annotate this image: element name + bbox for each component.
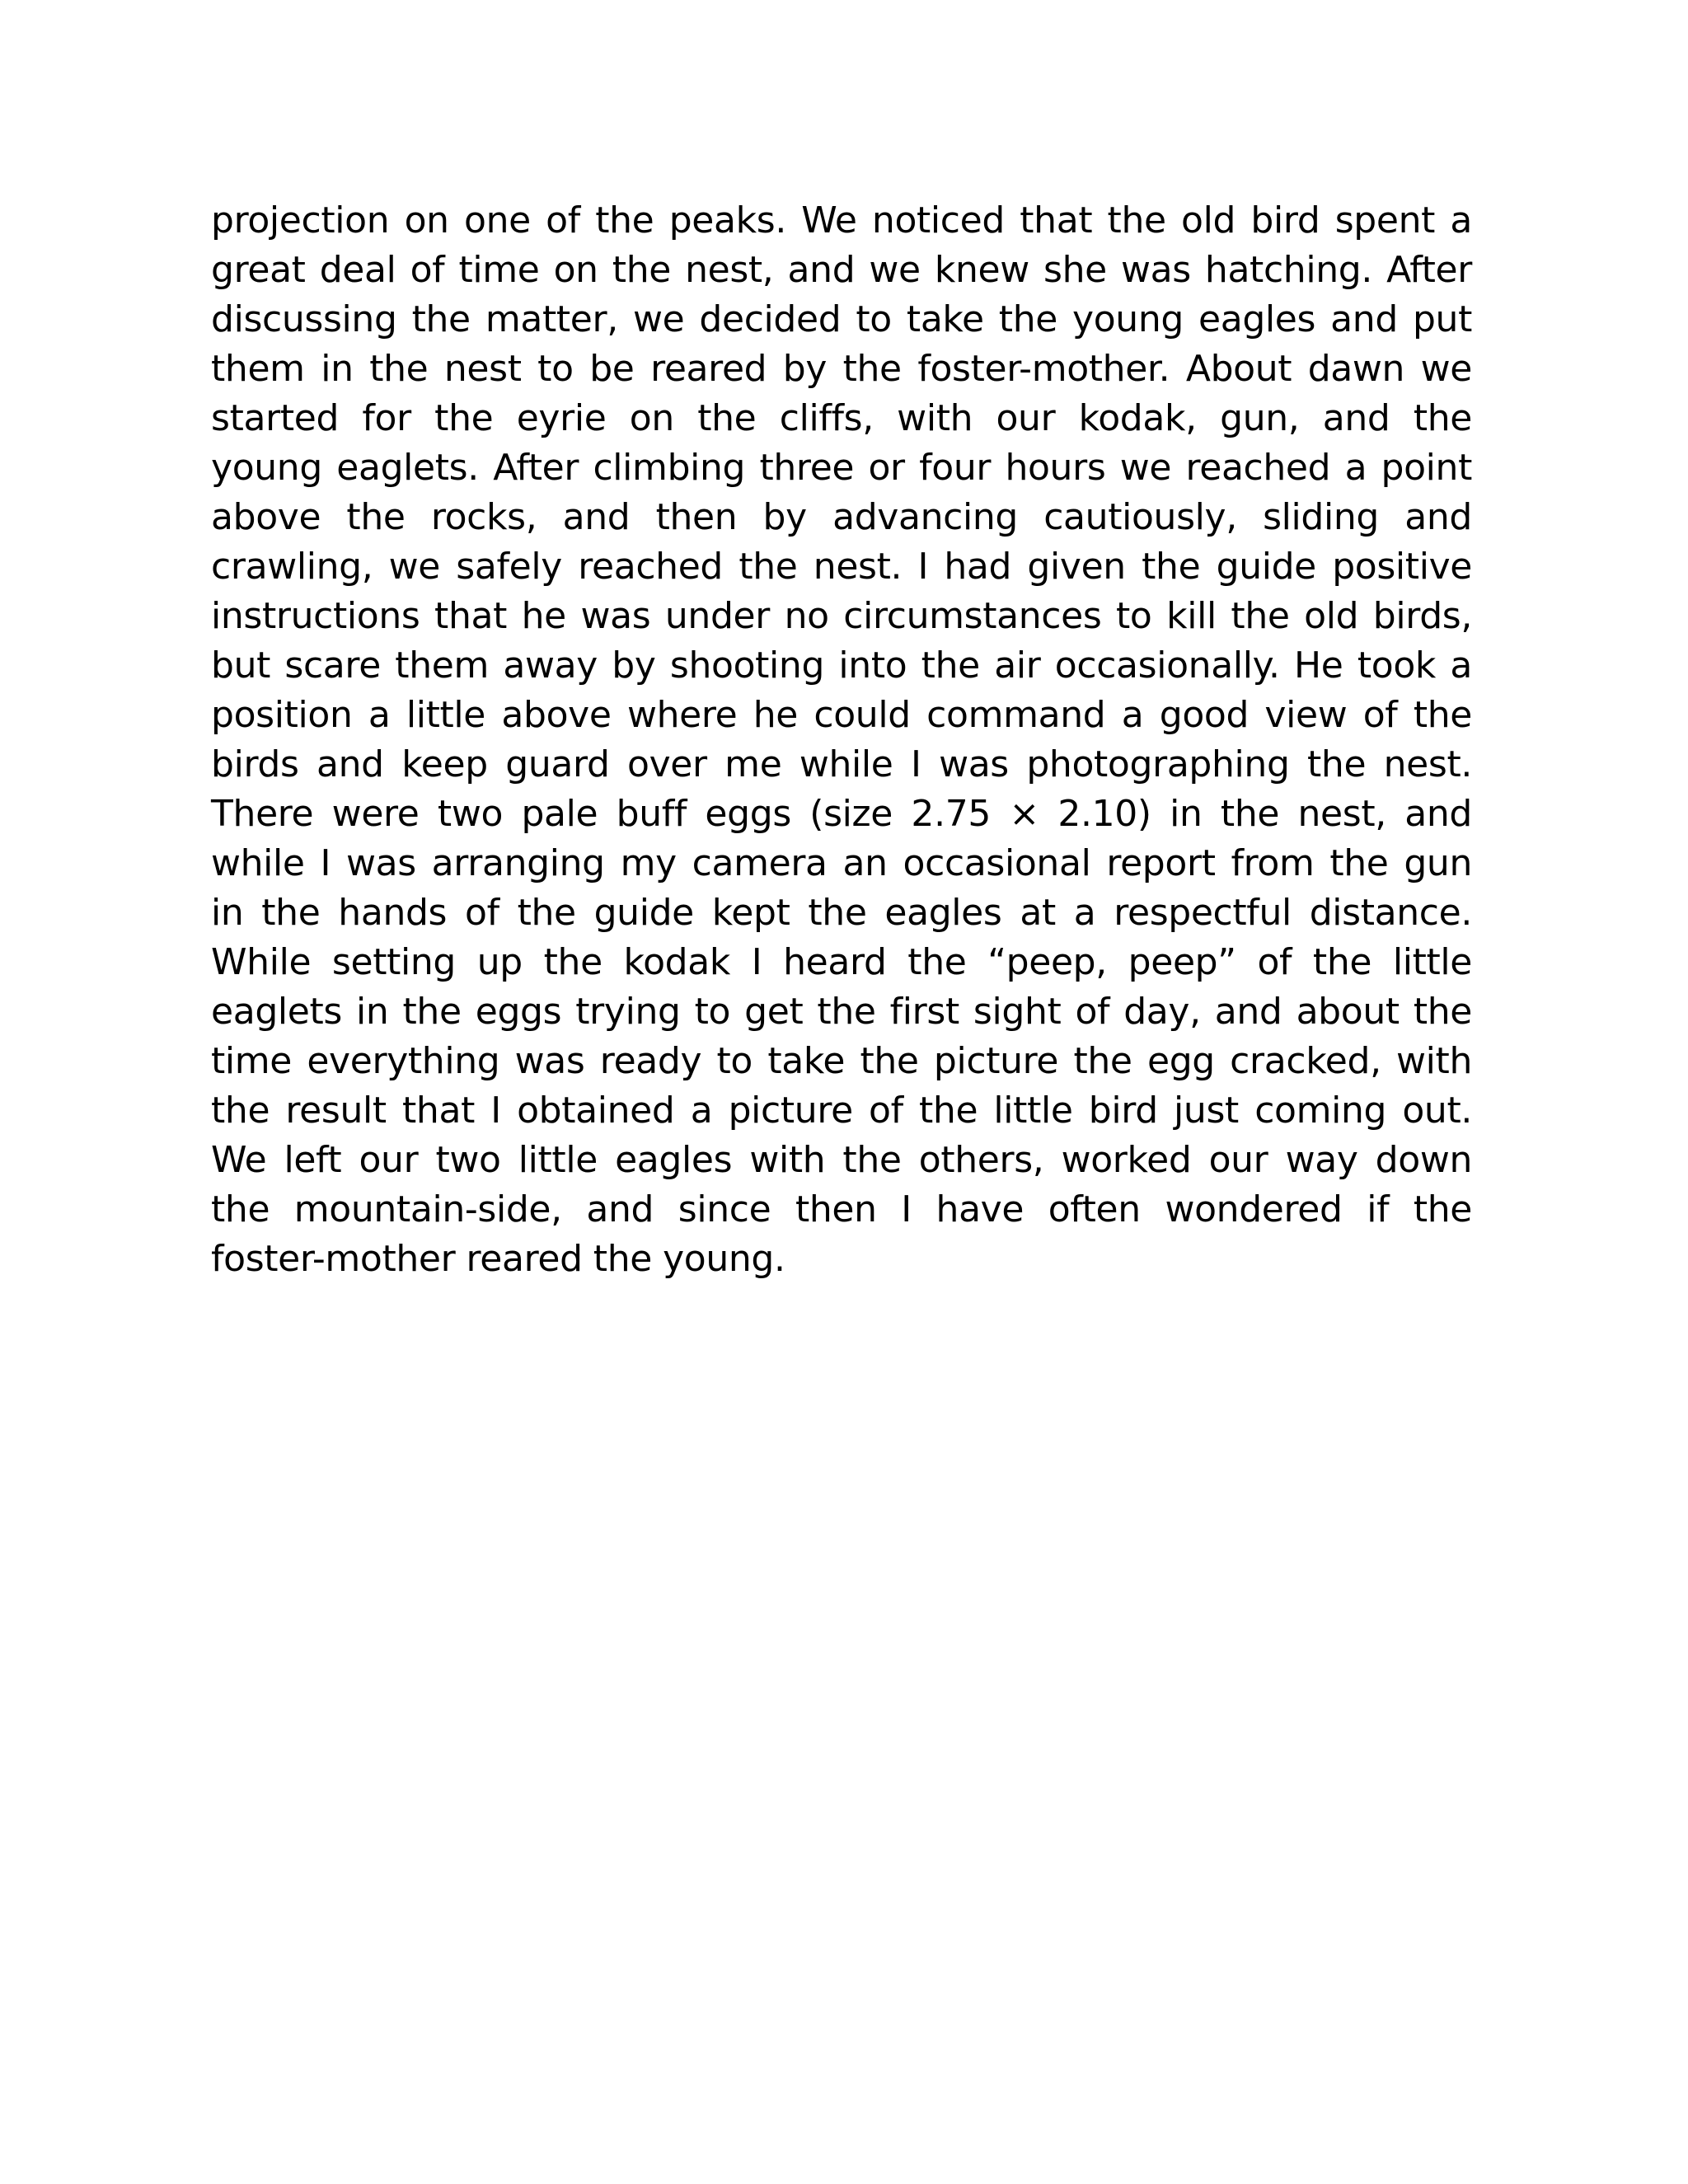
paragraph-line: crawling, we safely reached the nest. I had given the guide positive (211, 546, 1472, 588)
paragraph-line: We left our two little eagles with the others, worked our way down (211, 1139, 1472, 1181)
body-paragraph (211, 196, 1472, 1284)
paragraph-line: in the hands of the guide kept the eagles at a respectful distance. (211, 892, 1472, 934)
paragraph-line: above the rocks, and then by advancing cautiously, sliding and (211, 496, 1472, 538)
paragraph-line: them in the nest to be reared by the foster-mother. About dawn we (211, 348, 1472, 390)
paragraph-line: There were two pale buff eggs (size 2.75 × 2.10) in the nest, and (211, 793, 1472, 835)
paragraph-line: position a little above where he could command a good view of the (211, 694, 1472, 736)
paragraph-line: the result that I obtained a picture of the little bird just coming out. (211, 1090, 1472, 1132)
paragraph-line: the mountain-side, and since then I have often wondered if the (211, 1188, 1472, 1230)
paragraph-line: While setting up the kodak I heard the “peep, peep” of the little (211, 941, 1472, 983)
paragraph-line: started for the eyrie on the cliffs, with our kodak, gun, and the (211, 397, 1472, 439)
paragraph-line: but scare them away by shooting into the air occasionally. He took a (211, 644, 1472, 687)
paragraph-line-last: foster-mother reared the young. (211, 1238, 785, 1280)
paragraph-line: great deal of time on the nest, and we knew she was hatching. After (211, 249, 1472, 291)
paragraph-line: discussing the matter, we decided to take the young eagles and put (211, 298, 1472, 340)
paragraph-line: young eaglets. After climbing three or four hours we reached a point (211, 447, 1472, 489)
paragraph-line: instructions that he was under no circumstances to kill the old birds, (211, 595, 1472, 637)
paragraph-line: projection on one of the peaks. We noticed that the old bird spent a (211, 199, 1472, 241)
paragraph-line: birds and keep guard over me while I was photographing the nest. (211, 743, 1472, 785)
paragraph-line: eaglets in the eggs trying to get the first sight of day, and about the (211, 991, 1472, 1033)
paragraph-line: time everything was ready to take the picture the egg cracked, with (211, 1040, 1472, 1082)
paragraph-line: while I was arranging my camera an occasional report from the gun (211, 842, 1472, 884)
